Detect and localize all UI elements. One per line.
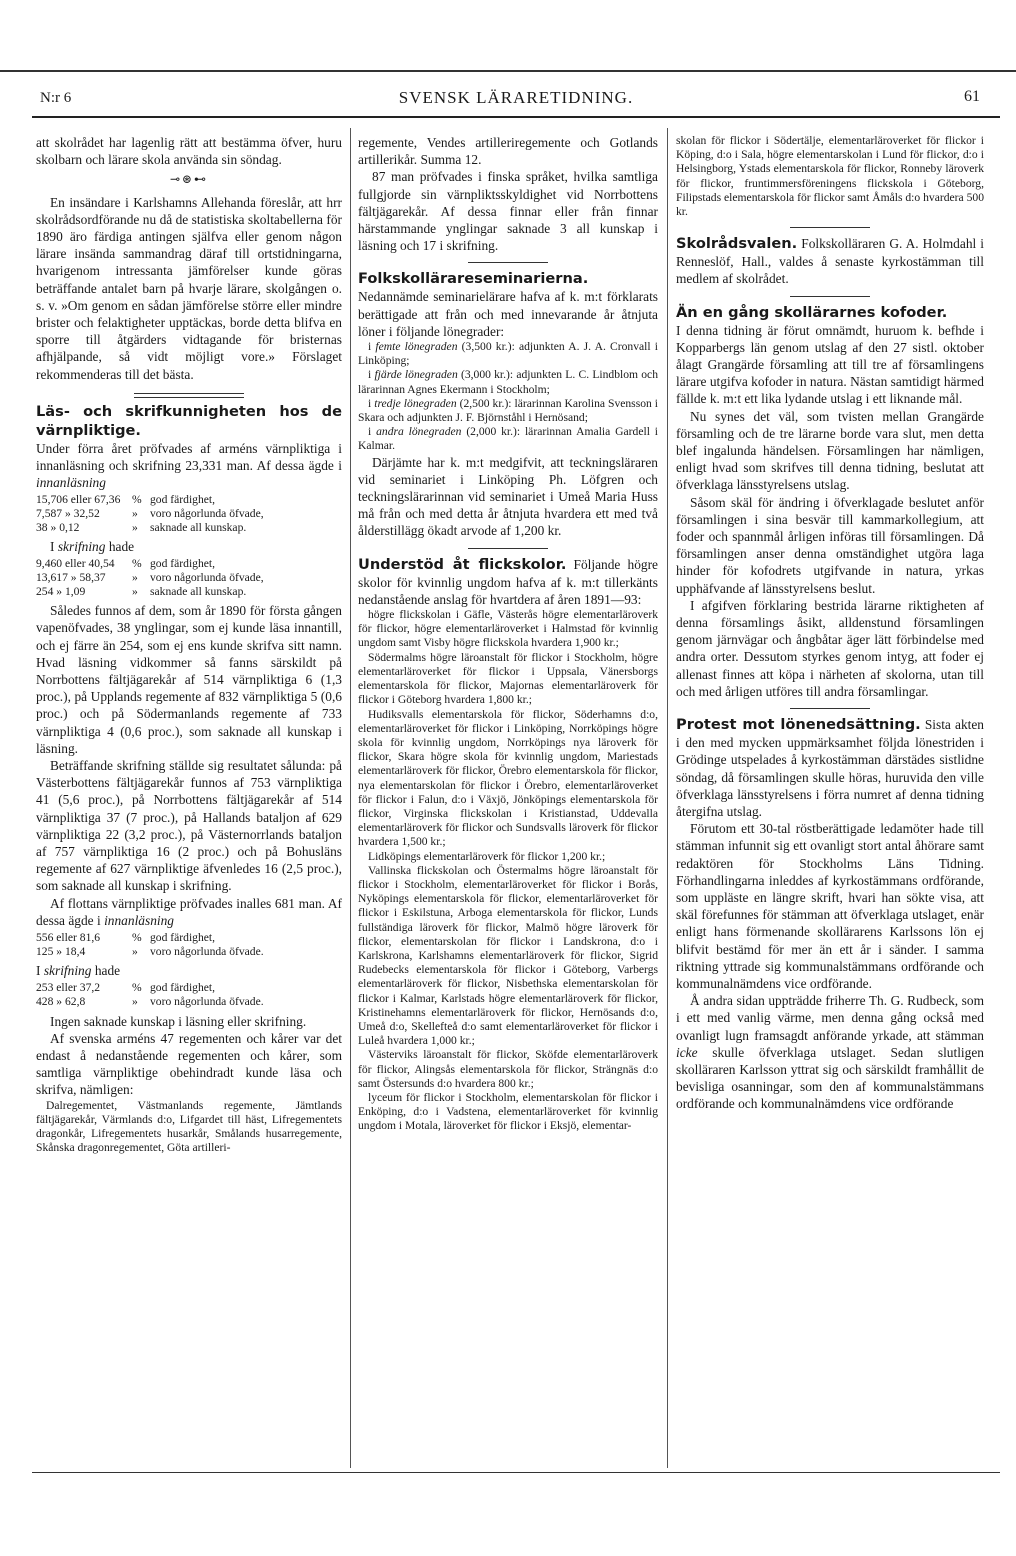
paragraph: I denna tidning är förut omnämdt, huruom k. befhde i Kopparbergs län genom utslag af den 27 sistl. oktober ålagt Grangärde församling att till tre af församlingens lärare utgifva kofoder in natura. Nästan samtidigt härmed fällde k. m:t ett lika lydande utslag i ett liknande mål. bbox=[676, 322, 984, 407]
article-heading: Läs- och skrifkunnigheten hos de värnpliktige. bbox=[36, 402, 342, 439]
article-separator bbox=[134, 393, 244, 398]
list-item: i tredje lönegraden (2,500 kr.): lärarinnan Karolina Svensson i Skara och adjunkten J. F. Björnståhl i Hernösand; bbox=[358, 396, 658, 425]
stat-row: 125 » 18,4 » voro någorlunda öfvade. bbox=[36, 944, 264, 958]
stat-row: 15,706 eller 67,36 % god färdighet, bbox=[36, 493, 216, 507]
article-separator bbox=[468, 262, 548, 263]
small-print bbox=[676, 134, 984, 219]
stat-row: 254 » 1,09 » saknade all kunskap. bbox=[36, 584, 247, 598]
list-item: Lidköpings elementarläroverk för flickor 1,200 kr.; bbox=[368, 849, 606, 863]
paragraph: skolan för flickor i Södertälje, elementarläroverket för flickor i Köping, d:o i Sala, högre elementarskolan i Lund för flickor, d:o i Helsingborg, Ystads elementarskola för flickor, Ronneby läroverk för flickor, fruntimmersföreningens flickskola i Göteborg, Filipstads elementarskola för flickor samt Åmåls d:o hvardera 500 kr. bbox=[676, 134, 984, 219]
paragraph: Ingen saknade kunskap i läsning eller skrifning. bbox=[50, 1013, 307, 1029]
article-separator bbox=[790, 708, 870, 709]
issue-number: N:r 6 bbox=[40, 90, 72, 106]
column-3 bbox=[676, 134, 984, 1466]
column-divider bbox=[667, 128, 668, 1468]
article-heading: Folkskollärareseminarierna. bbox=[358, 270, 589, 288]
list-item: i fjärde lönegraden (3,000 kr.): adjunkten L. C. Lindblom och lärarinnan Agnes Ekermann i Stockholm; bbox=[358, 368, 658, 396]
page-number: 61 bbox=[964, 88, 980, 105]
paragraph: Under förra året pröfvades af arméns värnpliktiga i innanläsning och skrifning 23,331 man. Af dessa ägde i innanläsning bbox=[36, 440, 342, 491]
masthead: SVENSK LÄRARETIDNING. bbox=[398, 88, 634, 107]
paragraph: Förutom ett 30-tal röstberättigade ledamöter hade till stämman infunnit sig ett ovanligt stort antal åhörare samt redaktören för Stockholms Läns Tidning. Förhandlingarna inleddes af kyrkostämmans ordförande, som uppläste en längre skrift, hvari han sökte visa, att skäl förefunnes för stämman att öfverklaga utslaget, enär enligt hans förmenande skollärarens Karlssons lön ej blifvit bestämd för mer än ett år i sänder. I samma riktning yttrade sig kommunalstämmans ordförande och kommunalnämdens vice ordförande. bbox=[676, 821, 984, 991]
list-item: högre flickskolan i Gäfle, Västerås högre elementarläroverk för flickor, högre elementarläroverket i Halmstad för kvinnlig ungdom samt Visby högre flickskola hvardera 1,900 kr.; bbox=[358, 608, 658, 650]
article-separator bbox=[468, 548, 548, 549]
article-lead: Protest mot lönenedsättning. Sista akten i den med mycken uppmärksamhet följda lönestriden i Grödinge utspelades å kyrkostämman därstädes sistlidne söndag, då församlingen skulle höras, huruvida den ville öfverklaga länsstyrelsens i förra numret af denna tidning återgifna utslag. bbox=[676, 716, 984, 819]
list-item: Västerviks läroanstalt för flickor, Sköfde elementarläroverk för flickor, Alingsås elementarskola för flickor, Strängnäs d:o samt Östersunds d:o hvardera 800 kr.; bbox=[358, 1048, 658, 1090]
article-separator bbox=[790, 227, 870, 228]
grade-list bbox=[358, 340, 658, 454]
article-heading: Protest mot lönenedsättning. bbox=[676, 716, 921, 734]
list-item: i femte lönegraden (3,500 kr.): adjunkten A. J. A. Cronvall i Linköping; bbox=[358, 340, 658, 368]
stat-row: 253 eller 37,2 % god färdighet, bbox=[36, 981, 216, 995]
article-lead: Folkskollärareseminarierna. Nedannämde seminarielärare hafva af k. m:t förklarats berättigade att från och med innevarande år åtnjuta löner i följande lönegrader: bbox=[358, 270, 658, 339]
top-rule bbox=[0, 70, 1016, 72]
small-print bbox=[36, 1099, 342, 1156]
paragraph: regemente, Vendes artilleriregemente och Gotlands artillerikår. Summa 12. bbox=[358, 135, 658, 168]
paragraph: Således funnos af dem, som år 1890 för första gången vapenöfvades, 38 ynglingar, som ej kunde läsa innantill, och ej färre än 254, som ej ens kunde skrifva sitt namn. Hvad läsning vidkommer så fanns särskildt på Norrbottens fältjägarekår af 514 värnpliktiga 6 (1,3 proc.), på Upplands regemente af 832 värnpliktiga 5 (0,6 proc.) och på Södermanlands regemente af 733 värnpliktiga 4 (0,6 proc.), som saknade all kunskap i läsning. bbox=[36, 603, 342, 756]
paragraph: att skolrådet har lagenlig rätt att bestämma öfver, huru skolbarn och lärare skola använda sin söndag. bbox=[36, 135, 342, 168]
paragraph: Därjämte har k. m:t medgifvit, att teckningsläraren vid seminariet i Linköping Ph. Löfgren och teckningslärarinnan vid seminariet i Umeå Maria Huss må från och med detta år åtnjuta hvardera ett med två ålderstillägg ökadt arvode af 1,200 kr. bbox=[358, 454, 658, 539]
paragraph: Dalregementet, Västmanlands regemente, Jämtlands fältjägarekår, Värmlands d:o, Lifgardet till häst, Lifregementets dragonkår, Lifregementets husarkår, Smålands husarregemente, Skånska dragonregementet, Göta artilleri- bbox=[36, 1098, 342, 1155]
article-heading: Än en gång skollärarnes kofoder. bbox=[676, 303, 948, 321]
paragraph: Af svenska arméns 47 regementen och kårer var det endast å nedanstående regementen och kårer, som samtliga värnpliktige obehindradt kunde läsa och skrifva, nämligen: bbox=[36, 1030, 342, 1098]
grant-list bbox=[358, 608, 658, 1134]
column-2 bbox=[358, 134, 658, 1466]
paragraph: I skrifning hade bbox=[50, 539, 135, 555]
article-lead: Understöd åt flickskolor. Följande högre skolor för kvinnlig ungdom hafva af k. m:t tillerkänts nedanstående anslag för hvartdera af åren 1891—93: bbox=[358, 555, 658, 607]
stat-row: 9,460 eller 40,54 % god färdighet, bbox=[36, 557, 216, 571]
column-divider bbox=[350, 128, 351, 1468]
paragraph: Af flottans värnpliktige pröfvades inalles 681 man. Af dessa ägde i innanläsning bbox=[36, 895, 342, 928]
list-item: Södermalms högre läroanstalt för flickor i Stockholm, högre elementarläroverket för flickor i Uppsala, Vänersborgs elementarskola för flickor, Majornas elementarläroverk för flickor i Göteborg hvardera 1,800 kr.; bbox=[358, 650, 658, 707]
article-separator bbox=[790, 296, 870, 297]
list-item: lyceum för flickor i Stockholm, elementarskolan för flickor i Enköping, d:o i Vadstena, elementarläroverket för kvinnlig ungdom i Motala, läroverket för flickor i Eksjö, elementar- bbox=[358, 1090, 658, 1133]
paragraph: Å andra sidan uppträdde friherre Th. G. Rudbeck, som i ett med vanlig värme, men denna gång också med ovanligt lugn framsagdt anförande yrkade, att stämman icke skulle öfverklaga utslaget. Sedan slutligen skolläraren Karlsson yttrat sig och särskildt framhållit de bevisliga osanningar, som den af kommunalstämmans ordförande och kommunalnämdens vice ordförande bbox=[676, 993, 984, 1112]
stat-table bbox=[36, 981, 342, 1008]
paragraph: Såsom skäl för ändring i öfverklagade beslutet anför församlingen i sina besvär till kammarkollegium, att foder och spannmål årligen införas till församlingen. Då församlingen anser denna omständighet utgöra laga hinder för kofodrets utgifvande in natura, yrkas upphäfvande af länsstyrelsens beslut. bbox=[676, 494, 984, 596]
list-item: Hudiksvalls elementarskola för flickor, Söderhamns d:o, elementarläroverket för flickor i Linköping, Norrköpings högre skola för kvinnlig ungdom, Norrköpings nya läroverk för flickor, Skara högre skola för kvinnlig ungdom, Mariestads elementarläroverk för flickor, Örebro elementarskola för flickor, nya elementarskolan för flickor i Örebro, elementarläroverket för flickor i Falun, d:o i Växjö, Jönköpings elementarskola för flickor, Virginska flickskolan i Kristianstad, Uddevalla elementarläroverk för flickor och Sundsvalls läroverk för flickor hvardera 1,500 kr.; bbox=[358, 707, 658, 849]
paragraph: I skrifning hade bbox=[36, 963, 121, 979]
article-heading: Understöd åt flickskolor. bbox=[358, 555, 567, 573]
stat-row: 428 » 62,8 » voro någorlunda öfvade. bbox=[36, 995, 264, 1009]
stat-row: 556 eller 81,6 % god färdighet, bbox=[36, 931, 216, 945]
paragraph: Beträffande skrifning ställde sig resultatet sålunda: på Västerbottens fältjägarekår funnos af 753 värnpliktiga 41 (5,6 proc.), på Norrbottens fältjägarekår af 514 värnpliktiga 37 (7 proc.), på Hallands bataljon af 629 värnpliktiga 22 (3,2 proc.), på Västernorrlands bataljon af 757 värnpliktiga 16 (2 proc.) och på Bohusläns regemente af 627 värnpliktige äfvenledes 16 (2,5 proc.), som saknade all kunskap i skrifning. bbox=[36, 758, 342, 894]
stat-row: 7,587 » 32,52 » voro någorlunda öfvade, bbox=[36, 507, 264, 521]
column-1 bbox=[36, 134, 342, 1466]
stat-row: 13,617 » 58,37 » voro någorlunda öfvade, bbox=[36, 571, 264, 585]
list-item: Vallinska flickskolan och Östermalms högre läroanstalt för flickor i Stockholm, elementarläroverket för flickor i Borås, Nyköpings elementarskola för flickor, elementarläroverket för flickor i Eskilstuna, Arboga elementarskola för flickor, Lunds fullständiga läroverk för flickor, Malmö högre läroverk för flickor, elementarskolan för flickor i Landskrona, d:o i Karlskrona, Karlshamns elementarläroverk för flickor, Sigrid Rudebecks elementarskola för flickor i Göteborg, Varbergs elementarläroverk för flickor, Nisbethska elementarskolan för flickor i Kalmar, Karlstads högre elementarläroverk för flickor, Kristinehamns elementarläroverk för flickor, Hernösands d:o, Umeå d:o, Skellefteå d:o samt elementarläroverket för flickor i Luleå hvardera 1,000 kr.; bbox=[358, 863, 658, 1048]
paragraph: Nu synes det väl, som tvisten mellan Grangärde församling och de tre lärarne borde vara slut, men detta blef ingalunda händelsen. Församlingen har nämligen, enligt hvad som skrifves till denna tidning, beslutat att öfverklaga länsstyrelsens utslag. bbox=[676, 408, 984, 493]
stat-table bbox=[36, 931, 342, 958]
stat-table bbox=[36, 493, 342, 534]
paragraph: En insändare i Karlshamns Allehanda föreslår, att hrr skolrådsordförande nu då de statistiska skoltabellerna för 1890 äro färdiga antingen själfva eller genom någon lärare insända sammandrag däraf till ortstidningarna, hvarigenom intressanta jämförelser kunde göras beträffande antalet barn på hvarje lärare, skolgången o. s. v. »Om genom en sådan jämförelse större eller mindre brister och felaktigheter upptäckas, borde detta blifva en sporre till åtgärders vidtagande för bristernas afhjälpande, så vidt möjligt vore.» Förslaget rekommenderas till det bästa. bbox=[36, 194, 342, 382]
list-item: i andra lönegraden (2,000 kr.): lärarinnan Amalia Gardell i Kalmar. bbox=[358, 425, 658, 453]
ornament-divider: ⊸⊛⊷ bbox=[169, 172, 209, 187]
paragraph: I afgifven förklaring bestrida lärarne riktigheten af denna församlings åsikt, alldenstund församlingen genom järnvägar och ångbåtar äger lätt förbindelse med andra orter. Dessutom styrkes genom intyg, att foder ej allenast finnes att köpa i närheten af skolorna, utan till och med årligen utföres till andra församlingar. bbox=[676, 597, 984, 699]
stat-table bbox=[36, 557, 342, 598]
article-lead: Skolrådsvalen. Folkskolläraren G. A. Holmdahl i Renneslöf, Hall., valdes å senaste kyrkostämman till medlem af skolrådet. bbox=[676, 235, 984, 287]
stat-row: 38 » 0,12 » saknade all kunskap. bbox=[36, 520, 247, 534]
paragraph: 87 man pröfvades i finska språket, hvilka samtliga fullgjorde sin värnpliktsskyldighet vid Norrbottens fältjägarekår. Af dessa finnar eller från finnar härstammande ynglingar saknade 3 all kunskap i läsning och 17 i skrifning. bbox=[358, 169, 658, 254]
bottom-rule bbox=[32, 1472, 1000, 1473]
article-heading: Skolrådsvalen. bbox=[676, 235, 798, 253]
page-header bbox=[32, 86, 1000, 118]
